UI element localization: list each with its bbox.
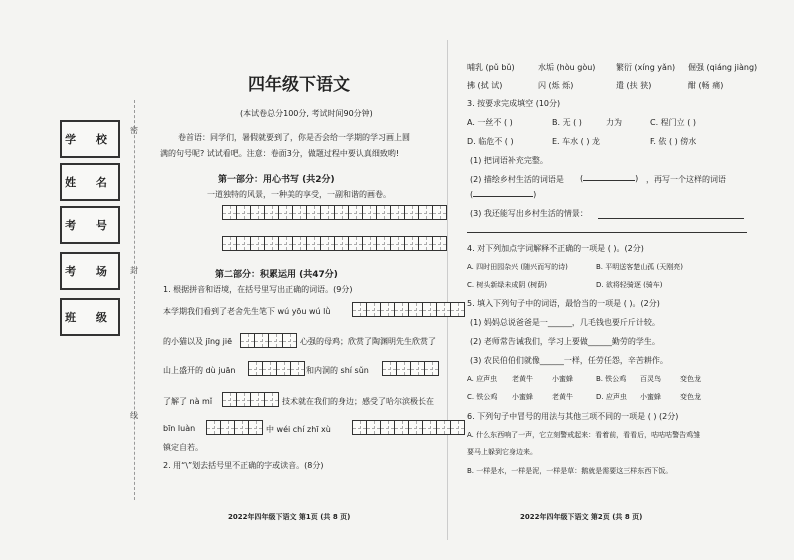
- q1-line-3b: 和内洞的 shí sǔn: [306, 366, 369, 375]
- q1-line-4a: 了解了 nà mǐ: [163, 397, 213, 406]
- q3-sub-2-blank-2[interactable]: ( ): [470, 190, 537, 199]
- seal-mark-xian: 线: [130, 411, 138, 420]
- exam-info: (本试卷总分100分, 考试时间90分钟): [240, 109, 373, 118]
- q5-option-d: D. 应声虫: [596, 393, 627, 401]
- page-divider: [447, 40, 448, 540]
- seal-mark-feng: 封: [130, 266, 138, 275]
- r1-item-c: 繁衍 (xíng yǎn): [616, 63, 676, 72]
- question-3: 3. 按要求完成填空 (10分): [467, 99, 561, 108]
- q5-option-c-3: 老黄牛: [552, 393, 573, 401]
- r2-item-a: 拂 (拭 试): [467, 81, 503, 90]
- part1-text: 一道独特的风景，一种美的享受，一副和谐的画卷。: [207, 190, 391, 199]
- exam-number-field: 考 号: [60, 206, 120, 244]
- q1-line-5b: 中 wéi chí zhī xù: [266, 425, 331, 434]
- q5-option-a: A. 应声虫: [467, 375, 498, 383]
- question-5: 5. 填入下列句子中的词语，最恰当的一项是 ( )。(2分): [467, 299, 660, 308]
- q1-line-2b: 心强的母鸡；欣赏了陶渊明先生欣赏了: [300, 337, 436, 346]
- q3-option-e: E. 车水 ( ) 龙: [552, 137, 601, 146]
- r1-item-b: 水垢 (hòu gòu): [538, 63, 596, 72]
- q5-option-b-3: 变色龙: [680, 375, 701, 383]
- q1-line-6: 镇定自若。: [163, 443, 203, 452]
- answer-grid-shisun[interactable]: [382, 361, 438, 376]
- q3-option-c: C. 程门立 ( ): [650, 118, 696, 127]
- part2-title: 第二部分：积累运用 (共47分): [215, 270, 338, 280]
- binding-line: [134, 100, 135, 500]
- q5-sentence-3: (3) 农民伯伯们就像______一样，任劳任怨，辛苦耕作。: [470, 356, 668, 365]
- q4-option-a: A. 四时田园杂兴 (随兴而写的诗): [467, 263, 568, 271]
- school-field: 学 校: [60, 120, 120, 158]
- question-2: 2. 用“\”划去括号里不正确的字或读音。(8分): [163, 461, 324, 470]
- class-field: 班 级: [60, 298, 120, 336]
- r2-item-c: 遣 (扶 狭): [616, 81, 652, 90]
- q3-option-b: B. 无 ( ): [552, 118, 582, 127]
- q5-option-b: B. 铁公鸡: [596, 375, 627, 383]
- q4-option-b: B. 平明送客楚山孤 (天刚亮): [596, 263, 683, 271]
- r2-item-d: 酣 (畅 痛): [688, 81, 724, 90]
- q3-sub-2a: (2) 描绘乡村生活的词语是: [470, 175, 564, 184]
- q1-line-5a: bīn luàn: [163, 424, 196, 433]
- answer-grid-wuyouwulv[interactable]: [352, 302, 464, 317]
- handwriting-grid-1[interactable]: [222, 205, 446, 220]
- q3-sub-3-blank[interactable]: [598, 218, 744, 219]
- q3-sub-3: (3) 我还能写出乡村生活的情景：: [470, 209, 588, 218]
- q5-option-a-3: 小蜜蜂: [552, 375, 573, 383]
- q6-option-a-line-1: A. 什么东西响了一声，它立刻警戒起来：看着前，看看后，咕咕咕警告鸡雏: [467, 431, 701, 439]
- part1-title: 第一部分：用心书写 (共2分): [218, 175, 335, 185]
- q3-option-d: D. 临危不 ( ): [467, 137, 514, 146]
- answer-grid-weichizhixu[interactable]: [352, 420, 464, 435]
- answer-grid-nami[interactable]: [222, 392, 278, 407]
- q3-option-f: F. 依 ( ) 傍水: [650, 137, 697, 146]
- question-4: 4. 对下列加点字词解释不正确的一项是 ( )。(2分): [467, 244, 644, 253]
- page-title: 四年级下语文: [248, 75, 350, 95]
- q3-sub-1: (1) 把词语补充完整。: [470, 156, 548, 165]
- answer-grid-jingjie[interactable]: [240, 333, 296, 348]
- q3-sub-2-blank[interactable]: ( ): [580, 174, 639, 183]
- r2-item-b: 闪 (烁 烁): [538, 81, 574, 90]
- q4-option-c: C. 树头新绿未成阴 (树荫): [467, 281, 548, 289]
- q5-option-b-2: 百灵鸟: [640, 375, 661, 383]
- q1-line-3a: 山上盛开的 dù juān: [163, 366, 236, 375]
- answer-grid-dujuan[interactable]: [248, 361, 304, 376]
- question-1: 1. 根据拼音和语境，在括号里写出正确的词语。(9分): [163, 285, 353, 294]
- q6-option-b: B. 一样是水，一样是泥，一样是草：鹅就是需要这三样东西下饭。: [467, 467, 673, 475]
- page-2-footer: 2022年四年级下语文 第2页 (共 8 页): [520, 513, 643, 521]
- seal-mark-mi: 密: [130, 126, 138, 135]
- q5-option-a-2: 老黄牛: [512, 375, 533, 383]
- question-6: 6. 下列句子中冒号的用法与其他三项不同的一项是 ( ) (2分): [467, 412, 679, 421]
- q3-option-a: A. 一丝不 ( ): [467, 118, 513, 127]
- handwriting-grid-2[interactable]: [222, 236, 446, 251]
- q1-line-4b: 技术就在我们的身边；感受了哈尔滨极长在: [282, 397, 434, 406]
- q3-sub-3-blank-2[interactable]: [467, 232, 747, 233]
- q1-line-1: 本学期我们看到了老舍先生笔下 wú yōu wú lǜ: [163, 307, 331, 316]
- r1-item-a: 哺乳 (pǔ bǔ): [467, 63, 515, 72]
- q5-sentence-2: (2) 老师常告诫我们，学习上要做______勤劳的学生。: [470, 337, 660, 346]
- exam-room-field: 考 场: [60, 252, 120, 290]
- r1-item-d: 倔强 (qiáng jiàng): [688, 63, 758, 72]
- name-field: 姓 名: [60, 163, 120, 201]
- intro-line-1: 卷首语：同学们，暑假就要到了，你是否会给一学期的学习画上圆: [178, 133, 410, 142]
- q3-sub-2b: ，再写一个这样的词语: [646, 175, 726, 184]
- answer-grid-binluan[interactable]: [206, 420, 262, 435]
- q6-option-a-line-2: 要马上躲到它身边来。: [467, 448, 537, 456]
- q5-option-d-3: 变色龙: [680, 393, 701, 401]
- q5-option-c-2: 小蜜蜂: [512, 393, 533, 401]
- q5-option-c: C. 铁公鸡: [467, 393, 498, 401]
- q5-option-d-2: 小蜜蜂: [640, 393, 661, 401]
- q5-sentence-1: (1) 妈妈总说爸爸是一______，几毛钱也要斤斤计较。: [470, 318, 660, 327]
- intro-line-2: 满的句号呢? 试试看吧。注意：卷面3分，做题过程中要认真细致哟!: [160, 149, 400, 158]
- q4-option-d: D. 欲将轻骑逐 (骑车): [596, 281, 663, 289]
- q1-line-2a: 的小猫以及 jīng jiē: [163, 337, 233, 346]
- page-1-footer: 2022年四年级下语文 第1页 (共 8 页): [228, 513, 351, 521]
- q3-option-b-suffix: 力为: [606, 118, 622, 127]
